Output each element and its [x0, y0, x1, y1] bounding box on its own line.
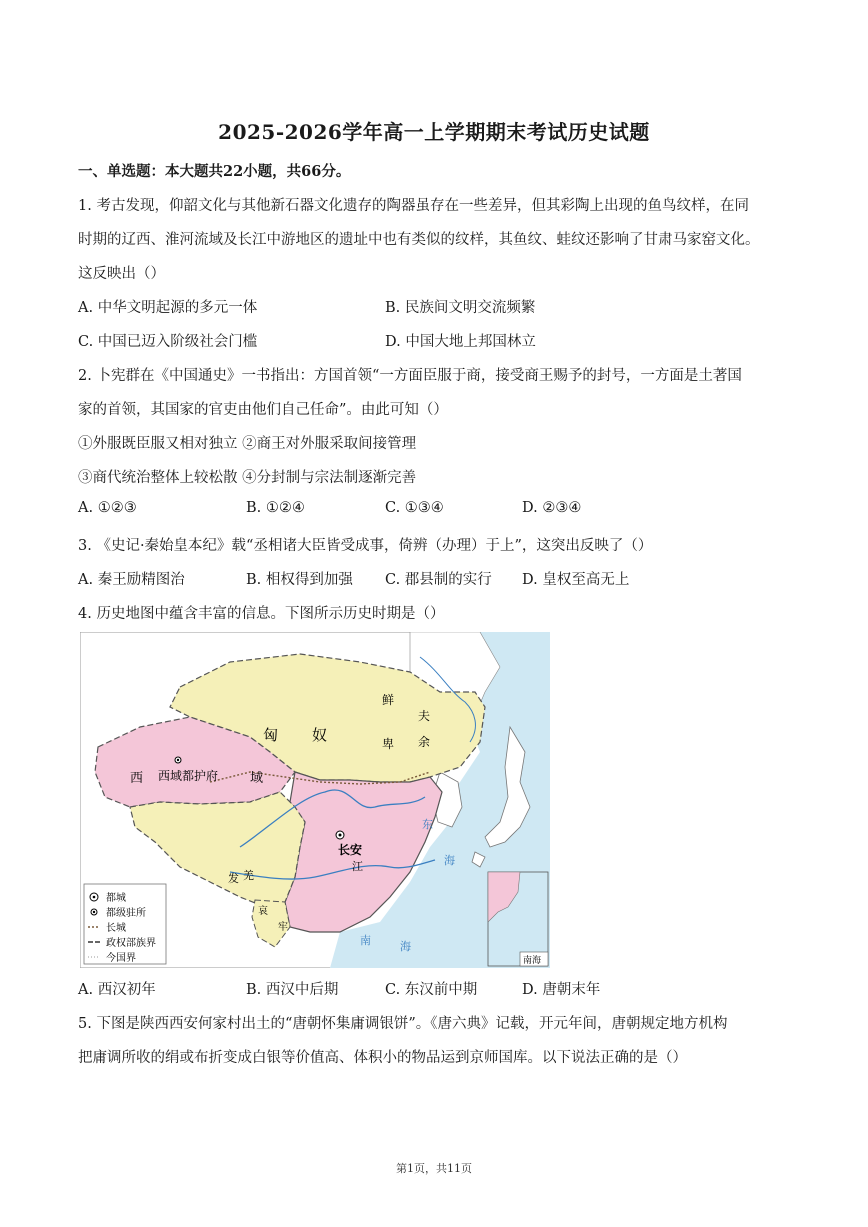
map-label-lao: 牢 [278, 922, 288, 933]
question-2-line-1: 2. 卜宪群在《中国通史》一书指出：方国首领“一方面臣服于商，接受商王赐予的封号，一方面是土著国 [78, 368, 742, 384]
historical-map-svg [80, 632, 550, 968]
question-1-option-b: B. 民族间文明交流频繁 [385, 300, 536, 316]
question-2-option-a: A. ①②③ [78, 500, 137, 516]
map-label-qiang-1: 发 [228, 872, 239, 885]
question-1-line-1: 1. 考古发现，仰韶文化与其他新石器文化遗存的陶器虽存在一些差异，但其彩陶上出现的鱼鸟纹样，在同 [78, 198, 749, 214]
question-3-option-c: C. 郡县制的实行 [385, 572, 492, 588]
question-4-option-d: D. 唐朝末年 [522, 982, 601, 998]
map-label-xiyu-3: 域 [250, 771, 264, 786]
map-legend-item-4: 政权部族界 [106, 938, 156, 949]
question-2-line-2: 家的首领，其国家的官吏由他们自己任命”。由此可知（） [78, 402, 448, 418]
map-label-jiang: 江 [352, 860, 363, 873]
map-legend-item-2: 都级驻所 [106, 908, 146, 919]
map-label-nan: 南 [360, 934, 371, 947]
question-1-option-a: A. 中华文明起源的多元一体 [78, 300, 258, 316]
map-protectorate-marker-dot [177, 759, 179, 761]
map-label-dong: 东 [422, 818, 433, 831]
question-4-option-b: B. 西汉中后期 [246, 982, 339, 998]
map-inset-label: 南海 [523, 956, 542, 966]
question-5-line-1: 5. 下图是陕西西安何家村出土的“唐朝怀集庸调银饼”。《唐六典》记载，开元年间，唐朝规定地方机构 [78, 1016, 728, 1032]
map-label-xiyu-2: 西域都护府 [158, 769, 219, 783]
historical-map [80, 632, 550, 968]
map-label-xianbei-2: 卑 [382, 737, 395, 751]
map-legend-item-5: 今国界 [106, 953, 136, 964]
map-legend-item-3: 长城 [106, 923, 126, 934]
map-label-qiang-2: 羌 [243, 869, 254, 882]
question-2-option-d: D. ②③④ [522, 500, 582, 516]
question-1-line-2: 时期的辽西、淮河流域及长江中游地区的遗址中也有类似的纹样，其鱼纹、蛙纹还影响了甘肃马家窑文化。 [78, 232, 760, 248]
map-label-hai-south: 海 [400, 940, 411, 953]
question-1-option-c: C. 中国已迈入阶级社会门槛 [78, 334, 258, 350]
question-3-option-a: A. 秦王励精图治 [78, 572, 185, 588]
capital-legend-icon-dot [93, 896, 96, 899]
map-label-xiongnu-2: 奴 [312, 726, 328, 744]
question-4-option-a: A. 西汉初年 [78, 982, 156, 998]
question-4-line-1: 4. 历史地图中蕴含丰富的信息。下图所示历史时期是（） [78, 606, 445, 622]
map-legend-item-1: 都城 [106, 893, 126, 904]
station-legend-icon-dot [93, 911, 95, 913]
map-label-xiongnu-1: 匈 [263, 726, 279, 744]
question-2-option-c: C. ①③④ [385, 500, 444, 516]
map-label-changan: 长安 [338, 843, 363, 857]
map-label-ai: 哀 [258, 906, 268, 917]
question-3-line-1: 3. 《史记·秦始皇本纪》载“丞相诸大臣皆受成事，倚辨（办理）于上”，这突出反映了（） [78, 538, 653, 554]
question-2-line-3: ①外服既臣服又相对独立 ②商王对外服采取间接管理 [78, 436, 417, 452]
map-inset [488, 872, 548, 966]
map-label-xianbei-1: 鲜 [382, 693, 395, 707]
question-5-line-2: 把庸调所收的绢或布折变成白银等价值高、体积小的物品运到京师国库。以下说法正确的是（） [78, 1050, 687, 1066]
map-legend [84, 884, 166, 964]
question-1-option-d: D. 中国大地上邦国林立 [385, 334, 536, 350]
map-label-fuyu-1: 夫 [418, 709, 431, 723]
question-4-option-c: C. 东汉前中期 [385, 982, 478, 998]
map-capital-marker-dot [339, 834, 342, 837]
question-3-option-d: D. 皇权至高无上 [522, 572, 630, 588]
map-label-xiyu-1: 西 [130, 771, 144, 786]
question-2-line-4: ③商代统治整体上较松散 ④分封制与宗法制逐渐完善 [78, 470, 417, 486]
question-1-line-3: 这反映出（） [78, 266, 165, 282]
question-3-option-b: B. 相权得到加强 [246, 572, 353, 588]
map-label-hai-east: 海 [444, 854, 455, 867]
question-2-option-b: B. ①②④ [246, 500, 305, 516]
page-title: 2025-2026学年高一上学期期末考试历史试题 [218, 120, 650, 144]
section-header: 一、单选题：本大题共22小题，共66分。 [78, 163, 351, 180]
map-label-fuyu-2: 余 [418, 735, 431, 749]
page-footer: 第1页，共11页 [396, 1162, 472, 1175]
